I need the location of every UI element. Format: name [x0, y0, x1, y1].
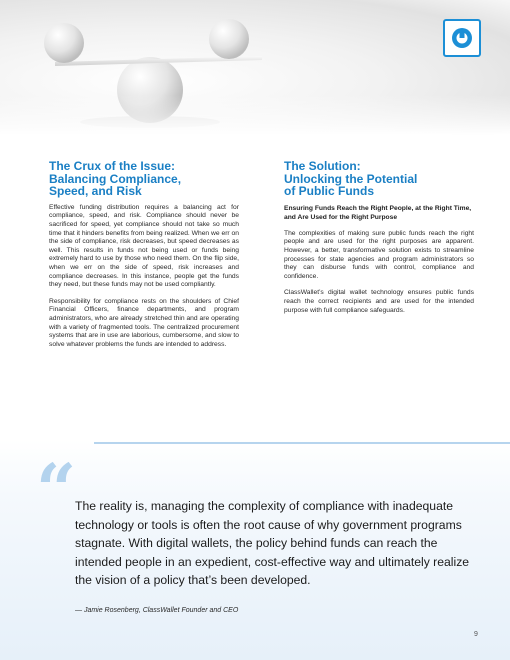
solution-heading: The Solution: Unlocking the Potential of Public Funds — [284, 159, 418, 199]
solution-subheading: Ensuring Funds Reach the Right People, at the Right Time, and Are Used for the Right Purpose — [284, 204, 472, 221]
page-number: 9 — [474, 631, 478, 638]
quote-divider — [94, 442, 510, 444]
right-column — [284, 160, 474, 323]
quote-attribution: — Jamie Rosenberg, ClassWallet Founder and CEO — [75, 607, 239, 614]
crux-paragraph: Effective funding distribution requires a balancing act for compliance, speed, and risk. Compliance should never be sacrificed for speed, yet compliance should not take so much time that it hinders benefits from being realized. When we err on the side of compliance, risk decreases, but speed decreases as well. This results in funds not being used or funds being extremely hard to use by those who need them. On the flip side, when we err on the side of speed, risk increases and compliance decreases. In this instance, people get the funds they need, but these funds may not be used compliantly. — [49, 203, 239, 289]
crux-paragraph: Responsibility for compliance rests on the shoulders of Chief Financial Officers, finance departments, and program administrators, who are already stretched thin and are operating with a variety of fragmented tools. The centralized procurement systems that are in use are laborious, cumbersome, and slow to solve whatever problems the funds are intended to address. — [49, 297, 239, 348]
solution-paragraph: The complexities of making sure public funds reach the right people and are used for the right purposes are apparent. However, a better, transformative solution exists to streamline processes for state agencies and program administrators so they can disburse funds with control, compliance and confidence. — [284, 229, 474, 280]
solution-paragraph: ClassWallet’s digital wallet technology ensures public funds reach the correct recipients and are used for the intended purpose with full compliance safeguards. — [284, 289, 474, 314]
hero-balance-image — [0, 0, 510, 135]
pull-quote: The reality is, managing the complexity of compliance with inadequate technology or tools is often the root cause of why government programs stagnate. With digital wallets, the policy behind funds can reach the intended people in an expedient, cost-effective way and ultimately realize the vision of a policy that’s been developed. — [75, 499, 470, 588]
quote-mark-icon: “ — [36, 448, 77, 531]
left-column — [49, 160, 239, 357]
crux-heading: The Crux of the Issue: Balancing Compliance, Speed, and Risk — [49, 159, 182, 199]
classwallet-logo-icon — [443, 19, 481, 57]
